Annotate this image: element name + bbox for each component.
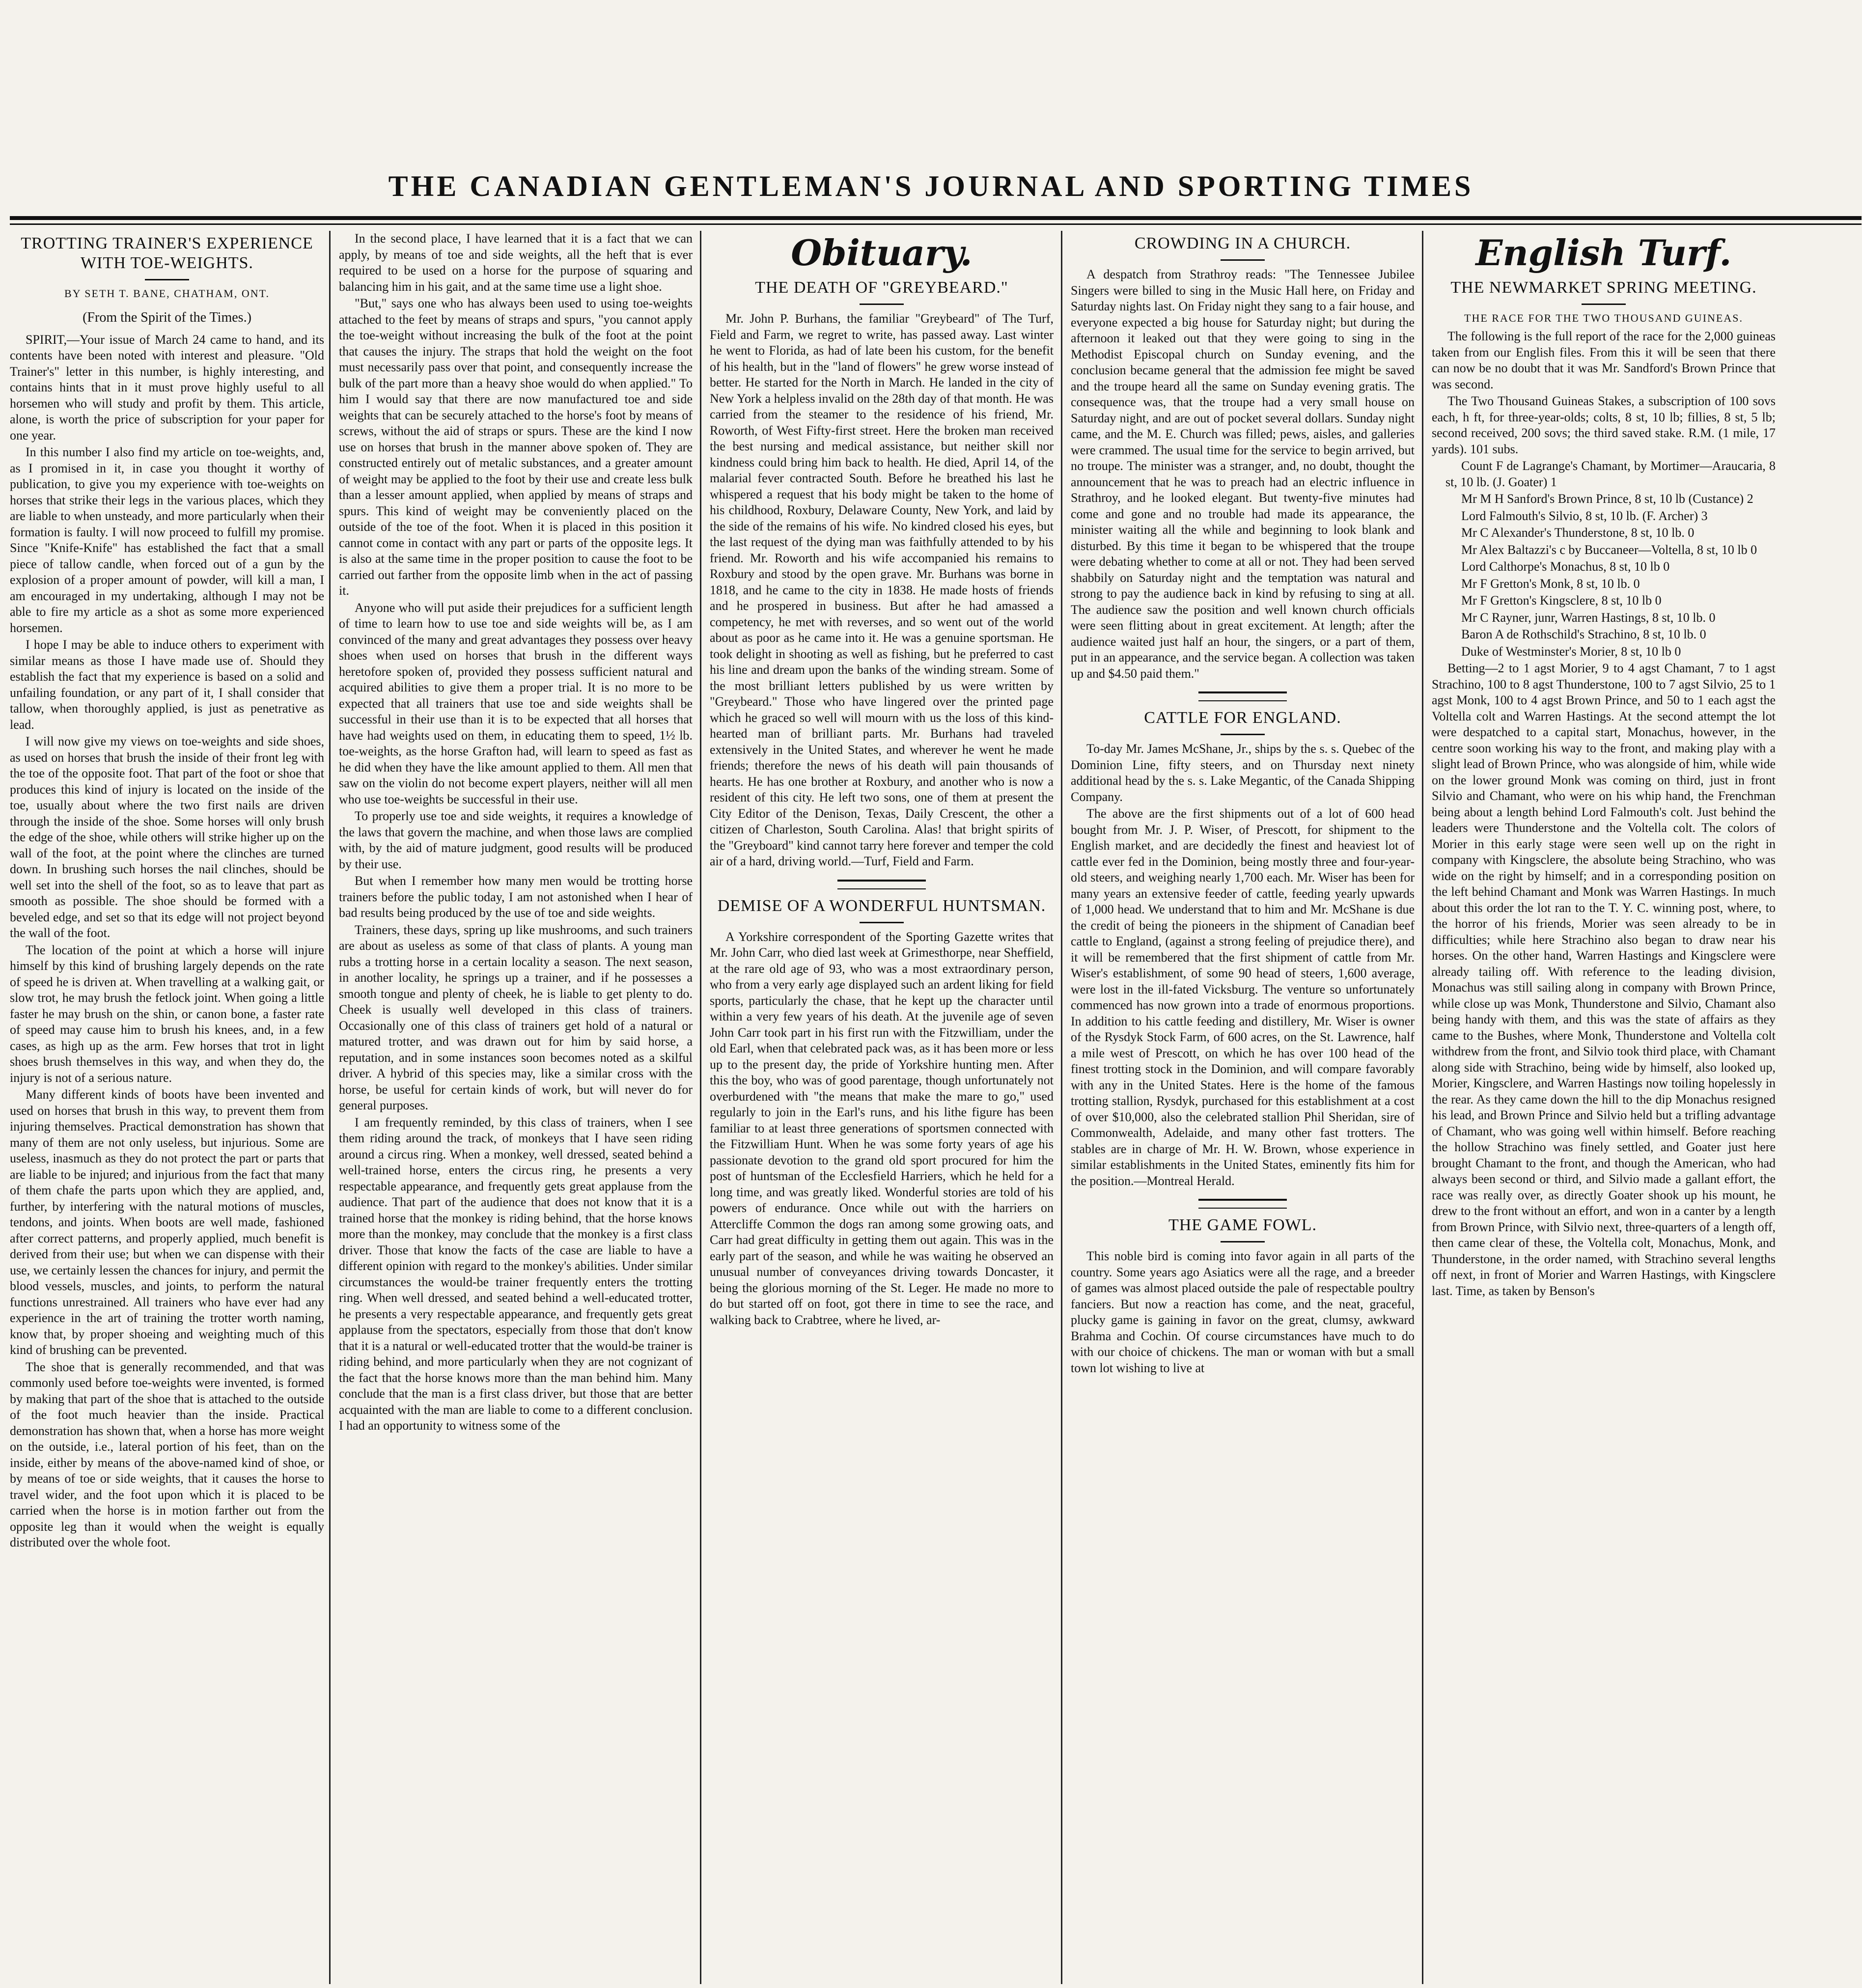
divider xyxy=(145,279,189,280)
race-entry xyxy=(1432,525,1776,541)
divider xyxy=(1198,1199,1287,1209)
entry-place: 0 xyxy=(1655,593,1662,607)
article-title: THE DEATH OF "GREYBEARD." xyxy=(755,278,1008,297)
race-entry xyxy=(1432,610,1776,626)
column-3 xyxy=(710,231,1054,1984)
divider xyxy=(1198,691,1287,701)
paragraph: The above are the first shipments out of a lot of 600 head bought from Mr. J. P. Wiser, of Prescott, for shipment to the English market, and are decidedly the finest and heaviest lot of cattle ever fed in the Dominion, being mostly three and four-year-old steers, and weighing nearly 1,700 each. Mr. Wiser has been for many years an extensive feeder of cattle, feeding yearly upwards of 1,000 head. We understand that to him and Mr. McShane is due the credit of being the pioneers in the shipment of Canadian beef cattle to England, (against a strong feeling of prejudice there), and it will be remembered that the first shipment of cattle from Mr. Wiser's establishment, of some 90 head of steers, 1,600 average, were lost in the ill-fated Vicksburg. The venture so unfortunately commenced has now grown into a trade of enormous proportions. In addition to his cattle feeding and distillery, Mr. Wiser is owner of the Rysdyk Stock Farm, of 600 acres, on the St. Lawrence, half a mile west of Prescott, on which he has over 100 head of the finest trotting stock in the Dominion, and will compare favorably with any in the United States. Here is the home of the famous trotting stallion, Rysdyk, purchased for this establishment at a cost of over $10,000, also the celebrated stallion Phil Sheridan, sire of Commonwealth, Adelaide, and many other fast trotters. The stables are in charge of Mr. H. W. Brown, whose experience in similar establishments in the United States, eminently fits him for the position.—Montreal Herald. xyxy=(1071,806,1415,1188)
section-heading: Obituary. xyxy=(791,232,973,274)
masthead-rule-thin xyxy=(10,223,1862,225)
entry-place: 3 xyxy=(1701,508,1708,523)
divider xyxy=(837,880,926,889)
entry-horse: Lord Calthorpe's Monachus, 8 st, 10 lb xyxy=(1461,559,1660,574)
column-rule xyxy=(1422,231,1423,1984)
race-entry xyxy=(1432,627,1776,643)
divider xyxy=(860,922,904,923)
paragraph: I am frequently reminded, by this class of trainers, when I see them riding around the track, of monkeys that I have seen riding around a circus ring. When a monkey, well dressed, seated behind a well-trained horse, enters the circus ring, he presents a very respectable appearance, and frequently gets great applause from the audience. That part of the audience that does not know that it is a trained horse that the monkey is riding behind, that the horse knows more than the monkey, may conclude that the monkey is a first class driver. Those that know the facts of the case are liable to have a different opinion with regard to the monkey's abilities. Under similar circumstances the would-be trainer frequently enters the trotting ring. When well dressed, and seated behind a well-educated trotter, he presents a very respectable appearance, and frequently gets great applause from the spectators, especially from those that don't know that it is a natural or well-educated trotter that the would-be trainer is riding behind, and more particularly when they are not cognizant of the fact that the horse knows more than the man behind him. Many conclude that the man is a first class driver, but those that are better acquainted with the man are liable to come to a different conclusion. I had an opportunity to witness some of the xyxy=(339,1115,693,1433)
entry-place: 0 xyxy=(1633,576,1640,591)
divider xyxy=(1582,304,1626,305)
entry-horse: Mr M H Sanford's Brown Prince, 8 st, 10 lb xyxy=(1461,492,1686,506)
paragraph: Mr. John P. Burhans, the familiar "Greybeard" of The Turf, Field and Farm, we regret to write, has passed away. Last winter he went to Florida, as had of late been his custom, for the benefit of his health, but in the "land of flowers" he grew worse instead of better. He started for the North in March. He landed in the city of New York a helpless invalid on the 28th day of that month. He was carried from the steamer to the residence of his friend, Mr. Roworth, of West Fifty-first street. Here the broken man received the best nursing and medical assistance, but neither skill nor kindness could bring him back to health. He died, April 14, of the malarial fever contracted South. Before he breathed his last he whispered a request that his body might be taken to the home of his childhood, Roxbury, Delaware County, New York, and laid by the side of the remains of his wife. No kindred closed his eyes, but the last request of the dying man was faithfully attended to by his friend. Mr. Roworth and his wife accompanied his remains to Roxbury and stood by the open grave. Mr. Burhans was borne in 1818, and he came to the city in 1838. He made hosts of friends and he prospered in business. But after he had amassed a competency, he met with reverses, and so went out of the world about as poor as he came into it. He was a genuine sportsman. He took delight in shooting as well as fishing, but he preferred to cast his line and dream upon the banks of the winding stream. Some of the most brilliant letters published by us were written by "Greybeard." Those who have lingered over the printed page which he graced so well will mourn with us the loss of this kind-hearted man of brilliant parts. Mr. Burhans had traveled extensively in the United States, and wherever he went he made friends; therefore the news of his death will pain thousands of hearts. He has one brother at Roxbury, and another who is now a resident of this city. He left two sons, one of them at present the City Editor of the Denison, Texas, Daily Crescent, the other a citizen of Charleston, South Carolina. Alas! that bright spirits of the "Greyboard" kind cannot tarry here forever and temper the cold air of a hard, driving world.—Turf, Field and Farm. xyxy=(710,311,1054,868)
race-entry xyxy=(1432,644,1776,660)
entry-jockey: (Custance) xyxy=(1688,492,1744,506)
article-title: THE GAME FOWL. xyxy=(1168,1216,1317,1234)
paragraph: The following is the full report of the race for the 2,000 guineas taken from our English files. From this it will be seen that there can now be no doubt that it was Mr. Sandford's Brown Prince that was second. xyxy=(1432,329,1776,391)
race-entry xyxy=(1432,576,1776,592)
column-rule xyxy=(329,231,331,1984)
divider xyxy=(1221,1241,1265,1242)
entry-jockey: (F. Archer) xyxy=(1642,508,1698,523)
race-entry xyxy=(1432,458,1776,490)
byline: BY SETH T. BANE, CHATHAM, ONT. xyxy=(64,287,270,300)
paragraph: A despatch from Strathroy reads: "The Tennessee Jubilee Singers were billed to sing in the Music Hall here, on Friday and Saturday nights last. On Friday night they sang to a fair house, and everyone expected a big house for Saturday night; but during the afternoon it leaked out that they were going to sing in the Methodist Episcopal church on Sunday evening, and the conclusion became general that the admission fee might be saved and the troupe heard all the same on Sunday evening gratis. The consequence was, that the troupe had a very small house on Saturday night, and are out of pocket several dollars. Sunday night came, and the M. E. Church was filled; pews, aisles, and galleries were crammed. The usual time for the service to begin arrived, but no troupe. The minister was a stranger, and, no doubt, thought the announcement that he was to preach had an electric influence in Strathroy, and he looked elegant. But twenty-five minutes had come and gone and no trouble had made its appearance, the minister waiting all the while and beginning to look blank and disturbed. By this time it began to be whispered that the troupe were debating whether to come at all or not. They had been served shabbily on Saturday night and the temptation was natural and strong to pay the audience back in kind by refusing to sing at all. The audience saw the position and well known church officials were seen flitting about in great excitement. At length; after the audience waited just half an hour, the singers, or a part of them, put in an appearance, and the service began. A collection was taken up and $4.50 paid them." xyxy=(1071,267,1415,681)
entry-jockey: (J. Goater) xyxy=(1493,474,1548,489)
entry-horse: Mr C Rayner, junr, Warren Hastings, 8 st, 10 lb. xyxy=(1461,610,1706,625)
race-entry xyxy=(1432,559,1776,575)
section-heading: English Turf. xyxy=(1475,232,1732,274)
paragraph: "But," says one who has always been used to using toe-weights attached to the feet by means of straps and spurs, "you cannot apply the toe-weight without increasing the bulk of the foot at the point that causes the injury. The straps that hold the weight on the foot must necessarily pass over that point, and consequently increase the bulk of the part more than a heavy shoe would do when applied." To him I would say that there are now manufactured toe and side weights that can be securely attached to the horse's foot by means of screws, without the aid of straps or spurs. These are the kind I now use on horses that brush in the manner above spoken of. They are constructed entirely out of metalic substances, and a greater amount of weight may be applied to the foot by their use and create less bulk than a lesser amount applied, when applied by means of straps and spurs. This kind of weight may be conveniently placed on the outside of the toe of the foot. When it is placed in this position it cannot come in contact with any part or parts of the opposite legs. It is also at the same time in the proper position to cause the foot to be carried out farther from the opposite limb when in the act of passing it. xyxy=(339,296,693,598)
paragraph: Trainers, these days, spring up like mushrooms, and such trainers are about as useless as some of that class of plants. A young man rubs a trotting horse in a certain locality a season. The next season, in another locality, he springs up a trainer, and if he possesses a smooth tongue and plenty of cheek, he is liable to get plenty to do. Cheek is usually well developed in this class of trainers. Occasionally one of this class of trainers get hold of a natural or matured trotter, and was drawn out for him by said horse, a reputation, and in some instances soon becomes noted as a skilful driver. A hybrid of this species may, like a similar cross with the horse, be useful for certain kinds of work, but will never do for general purposes. xyxy=(339,922,693,1112)
article-title: THE NEWMARKET SPRING MEETING. xyxy=(1450,278,1757,297)
source-line: (From the Spirit of the Times.) xyxy=(83,310,251,325)
race-report: Betting—2 to 1 agst Morier, 9 to 4 agst Chamant, 7 to 1 agst Strachino, 100 to 8 agst Thunderstone, 100 to 7 agst Silvio, 25 to 1 agst Monk, 100 to 4 agst Brown Prince, and 50 to 1 each agst the Voltella colt and Warren Hastings. At the second attempt the lot were despatched to a capital start, Monachus, however, in the centre soon working his way to the front, and making play with a slight lead of Brown Prince, who was alongside of him, while wide on the lower ground Monk was coming on third, just in front Silvio and Chamant, who were on his whip hand, the Frenchman being about a length behind Lord Falmouth's colt. Just behind the leaders were Thunderstone and the Voltella colt. The colors of Morier in this early stage were seen well up on the right in company with Kingsclere, the absolute being Strachino, who was wide on the right by himself; and in a corresponding position on the left behind Chamant and Monk was Warren Hastings. In much about this order the lot ran to the T. Y. C. winning post, where, to the horror of his friends, Morier was seen already to be in difficulties; while here Strachino also began to draw near his horses. On the other hand, Warren Hastings and Kingsclere were already tailing off. With reference to the leading division, Monachus was still sailing along in company with Brown Prince, while close up was Monk, Thunderstone and Silvio, Chamant also being handy with them, and this was the state of affairs as they came to the Bushes, where Monk, Thunderstone and Voltella colt withdrew from the front, and Silvio took third place, with Chamant along side with Strachino, being wide by himself, also looked up, Morier, Kingsclere, and Warren Hastings now toiling hopelessly in the rear. As they came down the hill to the dip Monachus resigned his lead, and Brown Prince and Silvio held but a trifling advantage of Chamant, who was going well within himself. Before reaching the hollow Strachino was finely settled, and Goater just here brought Chamant to the front, and though the American, who had always been second or third, and Silvio made a gallant effort, the race was really over, as directly Goater shook up his mount, he drew to the front without an effort, and won in a canter by a length from Brown Prince, with Silvio next, three-quarters of a length off, then came clear of these, the Voltella colt, Monachus, Monk, and Thunderstone, in the order named, with Strachino several lengths off next, in front of Morier and Warren Hastings, with Kingsclere last. Time, as taken by Benson's xyxy=(1432,661,1776,1298)
paragraph: I will now give my views on toe-weights and side shoes, as used on horses that brush the inside of their front leg with the toe of the opposite foot. That part of the foot or shoe that produces this kind of injury is located on the inside of the toe, usually about where the two first nails are driven through the inside of the shoe. Some horses will only brush the edge of the shoe, while others will strike higher up on the wall of the foot, at the point where the clinches are turned down. In brushing such horses the nail clinches, should be well set into the shell of the foot, so as to leave that part as smooth as possible. The shoe should be formed with a beveled edge, and set so that its edge will not project beyond the wall of the foot. xyxy=(10,734,324,940)
column-rule xyxy=(700,231,701,1984)
paragraph: This noble bird is coming into favor again in all parts of the country. Some years ago Asiatics were all the rage, and a breeder of games was almost placed outside the pale of respectable poultry fanciers. But now a reaction has come, and the neat, graceful, plucky game is gaining in favor on the great, clumsy, awkward Brahma and Cochin. Of course circumstances have much to do with our choice of chickens. The man or woman with but a small town lot wishing to live at xyxy=(1071,1249,1415,1375)
entry-place: 1 xyxy=(1550,474,1557,489)
entry-place: 0 xyxy=(1674,644,1681,659)
masthead-rule xyxy=(10,216,1862,220)
article-title: CROWDING IN A CHURCH. xyxy=(1134,234,1351,252)
paragraph: In the second place, I have learned that it is a fact that we can apply, by means of toe and side weights, all the heft that is ever required to be used on a horse for the purpose of squaring and balancing him in his gait, and at the same time use a light shoe. xyxy=(339,231,693,294)
column-1 xyxy=(10,231,324,1984)
paragraph: But when I remember how many men would be trotting horse trainers before the public today, I am not astonished when I hear of bad results being produced by the use of toe and side weights. xyxy=(339,874,693,920)
entry-horse: Mr Alex Baltazzi's c by Buccaneer—Voltella, 8 st, 10 lb xyxy=(1461,542,1748,557)
column-2 xyxy=(339,231,693,1984)
entry-place: 0 xyxy=(1688,525,1695,540)
race-entry xyxy=(1432,508,1776,525)
divider xyxy=(1221,734,1265,735)
divider xyxy=(1221,259,1265,261)
race-entries xyxy=(1432,458,1776,660)
paragraph: A Yorkshire correspondent of the Sporting Gazette writes that Mr. John Carr, who died last week at Grimesthorpe, near Sheffield, at the rare old age of 93, who was a most extraordinary person, who from a very early age displayed such an ardent liking for field sports, particularly the chase, that he kept up the character until within a very few years of his death. At the juvenile age of seven John Carr took part in his first run with the Fitzwilliam, under the old Earl, when that celebrated pack was, as it has been more or less up to the present day, the pride of Yorkshire hunting men. After this the boy, who was of good parentage, though unfortunately not overburdened with "the means that make the mare to go," used regularly to join in the Earl's runs, and his lithe figure has been familiar to at least three generations of sportsmen connected with the Fitzwilliam Hunt. When he was some forty years of age his passionate devotion to the grand old sport procured for him the post of huntsman of the Ecclesfield Harriers, which he held for a long time, and was greatly liked. Wonderful stories are told of his powers of endurance. Once while out with the harriers on Attercliffe Common the dogs ran among some growing oats, and Carr had great difficulty in getting them out again. This was in the early part of the season, and while he was waiting he observed an unusual number of conveyances driving towards Doncaster, it being the glorious morning of the St. Leger. He made no more to do but started off on foot, got there in time to see the race, and walking back to Crabtree, where he lived, ar- xyxy=(710,929,1054,1327)
column-4 xyxy=(1071,231,1415,1984)
article-subtitle: THE RACE FOR THE TWO THOUSAND GUINEAS. xyxy=(1464,312,1743,324)
column-rule xyxy=(1061,231,1062,1984)
paragraph: The shoe that is generally recommended, and that was commonly used before toe-weights were invented, is formed by making that part of the shoe that is attached to the outside of the foot much heavier than the inside. Practical demonstration has shown that, when a horse has more weight on the outside, i.e., lateral portion of his feet, than on the inside, either by means of the above-named kind of shoe, or by means of toe or side weights, that it causes the horse to travel wider, and the foot upon which it is placed to be carried when the horse is in motion farther out from the opposite leg than it would when the weight is equally distributed over the whole foot. xyxy=(10,1359,324,1549)
entry-place: 0 xyxy=(1663,559,1670,574)
entry-horse: Mr F Gretton's Kingsclere, 8 st, 10 lb xyxy=(1461,593,1652,607)
paragraph: Anyone who will put aside their prejudices for a sufficient length of time to learn how to use toe and side weights will be, as I am convinced of the many and great advantages they possess over heavy shoes when used on horses that brush in the different ways heretofore spoken of, provided they possess sufficient natural and acquired abilities to give them a proper trial. It is no more to be expected that all trainers that use toe and side weights shall be successful in their use than it is to be expected that all horses that have had weights used on them, in educating them to speed, 1½ lb. toe-weights, as the horse Grafton had, will learn to speed as fast as he did when they have the like amount applied to them. All men that saw on the violin do not become expert players, neither will all men who use toe-weights be successful in their use. xyxy=(339,600,693,806)
paragraph: To properly use toe and side weights, it requires a knowledge of the laws that govern the machine, and when those laws are complied with, by the aid of mature judgment, good results will be produced by their use. xyxy=(339,809,693,871)
entry-horse: Count F de Lagrange's Chamant, by Mortimer—Araucaria, 8 st, 10 lb. xyxy=(1445,459,1776,489)
entry-place: 2 xyxy=(1747,492,1753,506)
entry-horse: Mr F Gretton's Monk, 8 st, 10 lb. xyxy=(1461,576,1631,591)
race-entry xyxy=(1432,593,1776,609)
paragraph: In this number I also find my article on toe-weights, and, as I promised in it, in case you thought it worthy of publication, to give you my experience with toe-weights on horses that strike their legs in the various places, which they are liable to when unsteady, and more particularly when their formation is faulty. I will now proceed to fulfill my promise. Since "Knife-Knife" has established the fact that a small piece of tallow candle, when forced out of a gun by the explosion of a proper amount of powder, will kill a man, I am encouraged in my undertaking, although I may not be able to fire my article as a shot as some more experienced horsemen. xyxy=(10,445,324,635)
paragraph: The Two Thousand Guineas Stakes, a subscription of 100 sovs each, h ft, for three-year-olds; colts, 8 st, 10 lb; fillies, 8 st, 5 lb; second received, 200 sovs; the third saved stake. R.M. (1 mile, 17 yards). 101 subs. xyxy=(1432,394,1776,456)
entry-place: 0 xyxy=(1699,627,1706,641)
paragraph: Many different kinds of boots have been invented and used on horses that brush in this way, to prevent them from injuring themselves. Practical demonstration has shown that many of them are not only useless, but injurious. Some are useless, inasmuch as they do not protect the part or parts that are liable to be injured; and injurious from the fact that many of them chafe the parts upon which they are applied, and, further, by interfering with the natural motions of muscles, tendons, and joints. When boots are well made, fashioned after correct patterns, and properly applied, much benefit is derived from their use; but when we can dispense with their use, we certainly lessen the chances for injury, and permit the blood vessels, muscles, and joints, to perform the natural functions unrestrained. All trainers who have ever had any experience in the art of training the trotter worth naming, know that, by proper shoeing and weighting much of this kind of brushing can be prevented. xyxy=(10,1087,324,1357)
paragraph: SPIRIT,—Your issue of March 24 came to hand, and its contents have been noted with interest and pleasure. "Old Trainer's" letter in this number, is highly interesting, and contains hints that in it must prove highly useful to all horsemen who will study and profit by them. This article, alone, is worth the price of subscription for your paper for one year. xyxy=(10,332,324,442)
entry-horse: Baron A de Rothschild's Strachino, 8 st, 10 lb. xyxy=(1461,627,1697,641)
race-entry xyxy=(1432,491,1776,507)
article-title: DEMISE OF A WONDERFUL HUNTSMAN. xyxy=(717,896,1046,915)
article-title: CATTLE FOR ENGLAND. xyxy=(1144,709,1341,727)
entry-place: 0 xyxy=(1751,542,1757,557)
divider xyxy=(860,304,904,305)
paragraph: The location of the point at which a horse will injure himself by this kind of brushing largely depends on the rate of speed he is driven at. When travelling at a walking gait, or slow trot, he may brush the fetlock joint. When going a little faster he may brush on the shin, or canon bone, a faster rate of speed may cause him to brush his knees, and, in a few cases, as high up as the arm. Few horses that trot in light shoes brush themselves in this way, and when they do, the injury is not of a serious nature. xyxy=(10,942,324,1085)
entry-horse: Mr C Alexander's Thunderstone, 8 st, 10 lb. xyxy=(1461,525,1685,540)
entry-horse: Lord Falmouth's Silvio, 8 st, 10 lb. xyxy=(1461,508,1640,523)
entry-place: 0 xyxy=(1709,610,1716,625)
column-5 xyxy=(1432,231,1776,1984)
article-title: TROTTING TRAINER'S EXPERIENCE WITH TOE-WEIGHTS. xyxy=(21,234,313,272)
entry-horse: Duke of Westminster's Morier, 8 st, 10 lb xyxy=(1461,644,1671,659)
paragraph: To-day Mr. James McShane, Jr., ships by the s. s. Quebec of the Dominion Line, fifty steers, and on Thursday next ninety additional head by the s. s. Lake Megantic, of the Canada Shipping Company. xyxy=(1071,742,1415,804)
paragraph: I hope I may be able to induce others to experiment with similar means as those I have made use of. Should they establish the fact that my experience is based on a solid and unfailing foundation, or any part of it, I shall consider that tallow, when thoroughly applied, is just as penetrative as lead. xyxy=(10,637,324,732)
masthead: THE CANADIAN GENTLEMAN'S JOURNAL AND SPORTING TIMES xyxy=(388,170,1474,202)
race-entry xyxy=(1432,542,1776,558)
